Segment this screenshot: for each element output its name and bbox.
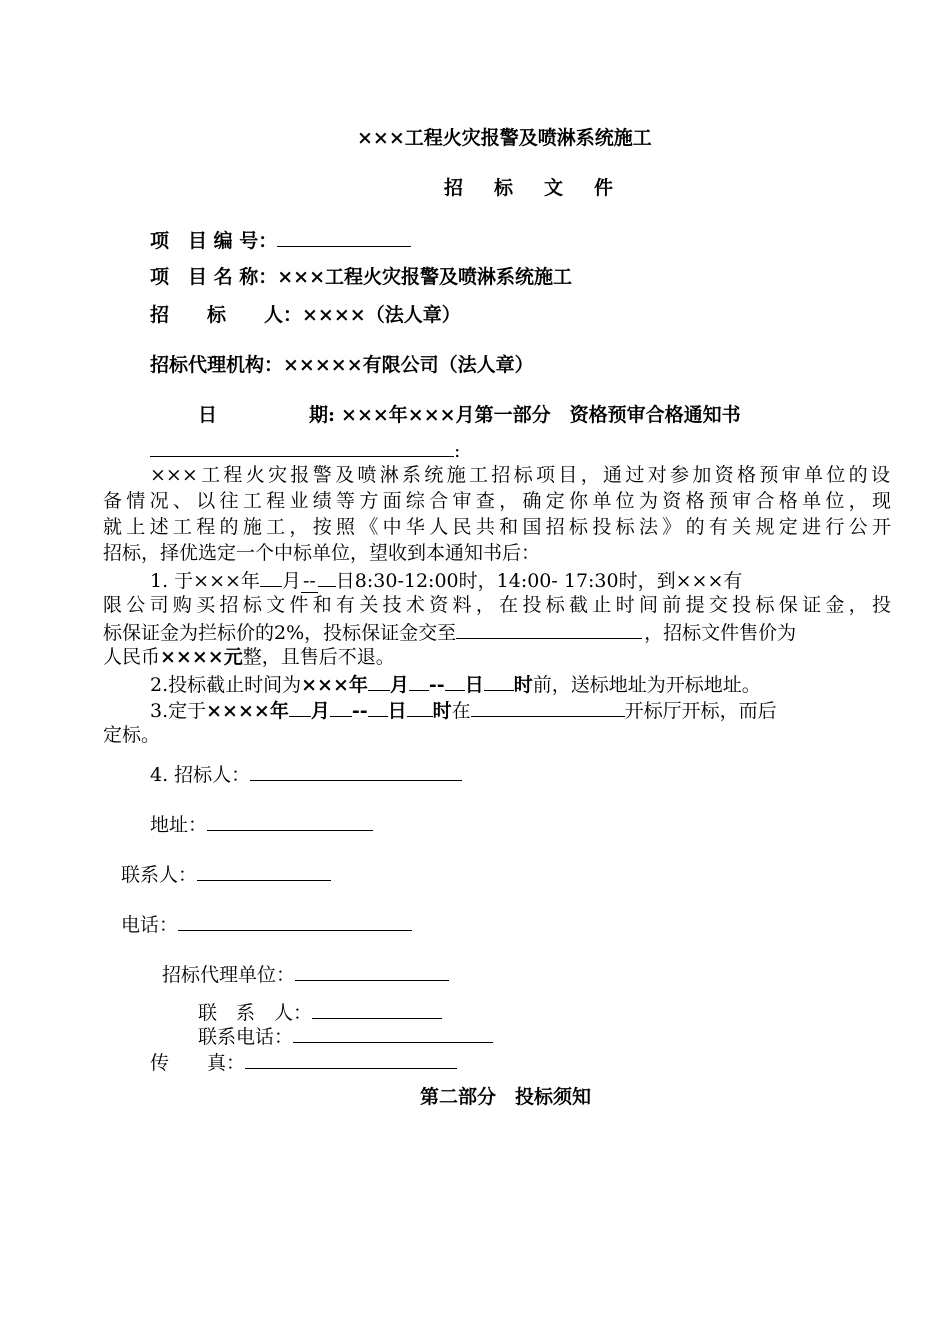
item1-l3-text-b: ，招标文件售价为: [644, 622, 797, 644]
item3-hour-blank: [407, 696, 433, 717]
item2-text-g: 前，送标地址为开标地址。: [532, 674, 761, 696]
addressee-row: [150, 436, 460, 464]
item1-l4-text-a: 人民币: [103, 646, 161, 668]
item3-month: 月: [310, 700, 330, 722]
part1-title: 第一部分 资格预审合格通知书: [474, 404, 741, 426]
item2-day: 日: [464, 674, 484, 696]
contact-tenderer-row: [150, 760, 462, 788]
item3-line2: 定标。: [103, 724, 161, 746]
item3-month-blank: [289, 696, 311, 717]
item2-hour-blank: [484, 670, 514, 691]
fax-label: 传 真：: [150, 1052, 246, 1074]
contact-phone-row: [121, 910, 412, 938]
agency-phone-row: [198, 1022, 493, 1050]
document-subtitle: 招 标 文 件: [444, 177, 620, 199]
fax-row: [150, 1048, 457, 1076]
item2-hour: 时: [513, 674, 533, 696]
item1-l3-text-a: 标保证金为拦标价的2%，投标保证金交至: [103, 622, 457, 644]
date-label-b: 期:: [309, 404, 336, 426]
document-title: ×××工程火灾报警及喷淋系统施工: [357, 127, 652, 149]
contact-person-row: [121, 860, 331, 888]
tenderer-row: [150, 302, 461, 328]
item3-text-a: 3.定于: [150, 700, 207, 722]
agency-contact-label: 联 系 人：: [198, 1002, 313, 1024]
item3-day-blank: [368, 696, 388, 717]
item1-line3: [103, 618, 796, 646]
item1-month-blank: [260, 566, 282, 587]
item1-text-a: 1. 于×××年: [150, 570, 260, 592]
contact-address-blank: [207, 810, 373, 831]
tenderer-label: 招 标 人：: [150, 304, 303, 326]
item1-line1: [150, 566, 742, 594]
item1-day-blank: [318, 566, 336, 587]
item1-l4-text-c: 整，且售后不退。: [242, 646, 395, 668]
item2-day-blank: [445, 670, 465, 691]
project-number-label: 项 目 编 号：: [150, 230, 278, 252]
item2-month-blank-2: [409, 670, 429, 691]
item1-text-d: 日8:30-12:00时，14:00- 17:30时，到×××有: [335, 570, 743, 592]
agency-unit-blank: [295, 960, 449, 981]
agency-phone-label: 联系电话：: [198, 1026, 294, 1048]
addressee-colon: :: [454, 440, 461, 462]
venue-blank: [471, 696, 625, 717]
project-name-row: [150, 264, 572, 290]
addressee-blank: [150, 436, 454, 457]
contact-tenderer-blank: [250, 760, 462, 781]
item3-hour: 时: [432, 700, 452, 722]
item3-year: ××××年: [206, 700, 289, 722]
item2-month-blank: [368, 670, 390, 691]
item2-year: ×××年: [301, 674, 368, 696]
date-row: [198, 402, 741, 428]
contact-phone-blank: [178, 910, 412, 931]
fax-blank: [245, 1048, 457, 1069]
item1-line2: 限公司购买招标文件和有关技术资料，在投标截止时间前提交投标保证金，投: [103, 594, 891, 616]
agency-value: ×××××有限公司（法人章）: [283, 354, 534, 376]
agency-unit-label: 招标代理单位：: [162, 964, 296, 986]
part2-title: 第二部分 投标须知: [420, 1086, 592, 1108]
item3-line1: [150, 696, 777, 724]
item3-text-g: 在: [451, 700, 471, 722]
item2-text-a: 2.投标截止时间为: [150, 674, 302, 696]
item3-text-h: 开标厅开标，而后: [624, 700, 777, 722]
para1-line2: 备情况、以往工程业绩等方面综合审查，确定你单位为资格预审合格单位，现: [103, 490, 891, 512]
date-label-a: 日: [198, 404, 218, 426]
item2-line: [150, 670, 761, 698]
item3-dash: --: [351, 700, 368, 722]
item1-dash: --: [302, 570, 316, 592]
agency-label: 招标代理机构：: [150, 354, 284, 376]
project-name-label: 项 目 名 称：: [150, 266, 278, 288]
item1-l4-price: ××××元: [160, 646, 243, 668]
para1-line4: 招标，择优选定一个中标单位，望收到本通知书后：: [103, 542, 541, 564]
contact-phone-label: 电话：: [121, 914, 179, 936]
item3-day: 日: [387, 700, 407, 722]
contact-person-blank: [197, 860, 331, 881]
deposit-account-blank: [456, 618, 642, 639]
project-name-value: ×××工程火灾报警及喷淋系统施工: [277, 266, 572, 288]
project-number-row: [150, 226, 411, 254]
item1-text-b: 月: [281, 570, 301, 592]
date-value: ×××年×××月: [341, 404, 475, 426]
agency-row: [150, 352, 534, 378]
para1-line1: ×××工程火灾报警及喷淋系统施工招标项目，通过对参加资格预审单位的设: [150, 464, 890, 486]
agency-contact-blank: [312, 998, 442, 1019]
para1-line3: 就上述工程的施工，按照《中华人民共和国招标投标法》的有关规定进行公开: [103, 516, 891, 538]
contact-address-row: [150, 810, 373, 838]
project-number-blank: [277, 226, 411, 247]
item3-month-blank-2: [330, 696, 352, 717]
item2-dash: --: [428, 674, 445, 696]
agency-phone-blank: [293, 1022, 493, 1043]
item1-line4: [103, 644, 395, 670]
agency-unit-row: [162, 960, 449, 988]
contact-tenderer-label: 4. 招标人：: [150, 764, 251, 786]
tenderer-value: ××××（法人章）: [302, 304, 461, 326]
item2-month: 月: [389, 674, 409, 696]
contact-address-label: 地址：: [150, 814, 208, 836]
contact-person-label: 联系人：: [121, 864, 198, 886]
